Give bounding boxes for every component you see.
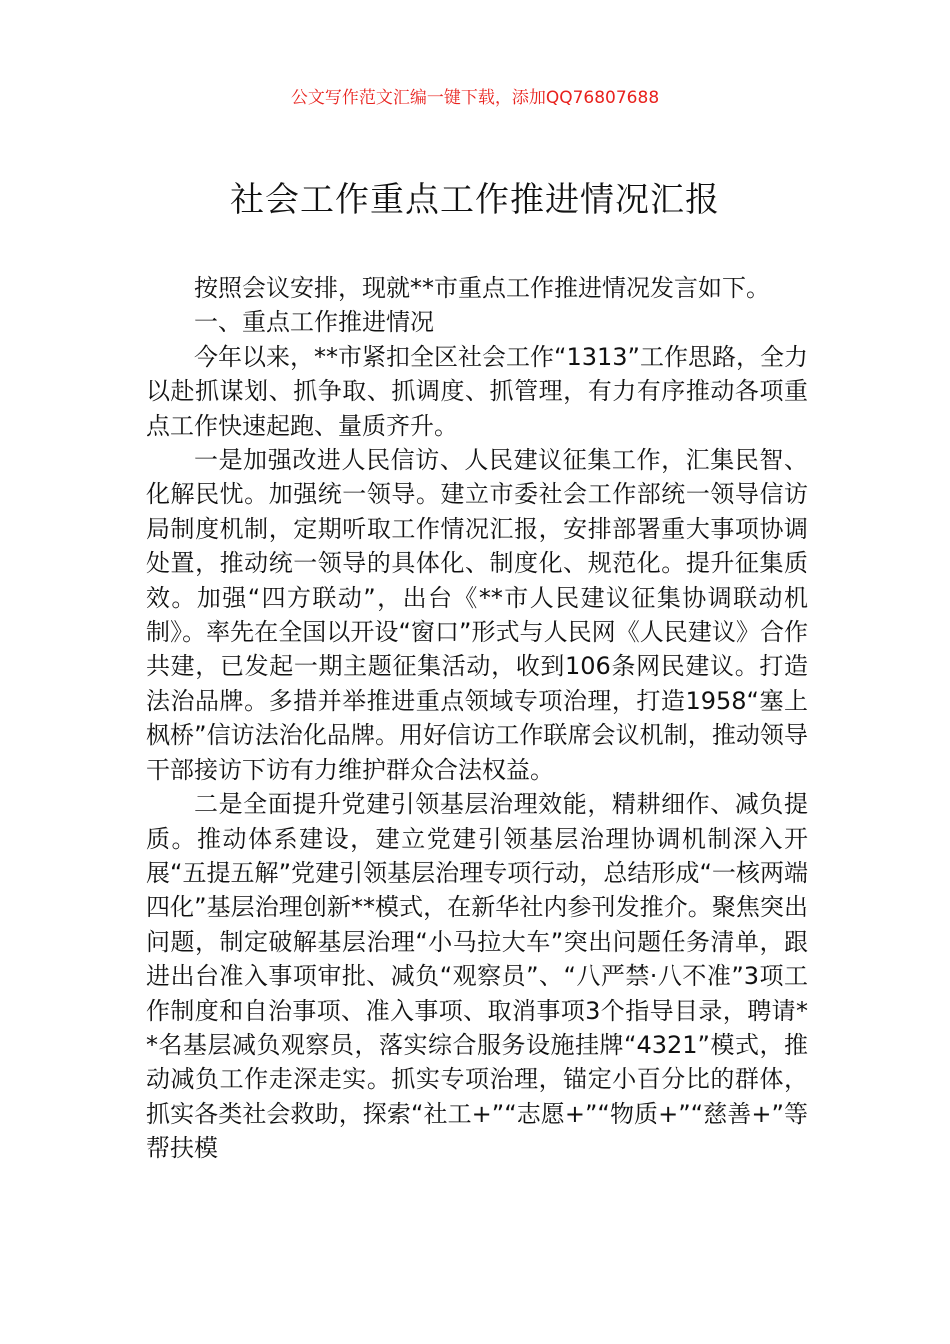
section-heading: 一、重点工作推进情况 xyxy=(194,308,434,337)
paragraph-overview: 今年以来，**市紧扣全区社会工作“1313”工作思路，全力以赴抓谋划、抓争取、抓调度、抓管理，有力有序推动各项重点工作快速起跑、量质齐升。 xyxy=(146,342,808,440)
paragraph-item-one: 一是加强改进人民信访、人民建议征集工作，汇集民智、化解民忧。加强统一领导。建立市委社会工作部统一领导信访局制度机制，定期听取工作情况汇报，安排部署重大事项协调处置，推动统一领导的具体化、制度化、规范化。提升征集质效。加强“四方联动”，出台《**市人民建议征集协调联动机制》。率先在全国以开设“窗口”形式与人民网《人民建议》合作共建，已发起一期主题征集活动，收到106条网民建议。打造法治品牌。多措并举推进重点领域专项治理，打造1958“塞上枫桥”信访法治化品牌。用好信访工作联席会议机制，推动领导干部接访下访有力维护群众合法权益。 xyxy=(146,446,808,784)
document-title: 社会工作重点工作推进情况汇报 xyxy=(230,180,720,220)
document-body xyxy=(146,271,808,1166)
paragraph-intro: 按照会议安排，现就**市重点工作推进情况发言如下。 xyxy=(194,274,770,302)
paragraph-item-two: 二是全面提升党建引领基层治理效能，精耕细作、减负提质。推动体系建设，建立党建引领基层治理协调机制深入开展“五提五解”党建引领基层治理专项行动，总结形成“一核两端四化”基层治理创新**模式，在新华社内参刊发推介。聚焦突出问题，制定破解基层治理“小马拉大车”突出问题任务清单，跟进出台准入事项审批、减负“观察员”、“八严禁·八不准”3项工作制度和自治事项、准入事项、取消事项3个指导目录，聘请**名基层减负观察员，落实综合服务设施挂牌“4321”模式，推动减负工作走深走实。抓实专项治理，锚定小百分比的群体，抓实各类社会救助，探索“社工+”“志愿+”“物质+”“慈善+”等帮扶模 xyxy=(146,790,808,1163)
download-banner[interactable]: 公文写作范文汇编一键下载，添加QQ76807688 xyxy=(290,88,660,108)
